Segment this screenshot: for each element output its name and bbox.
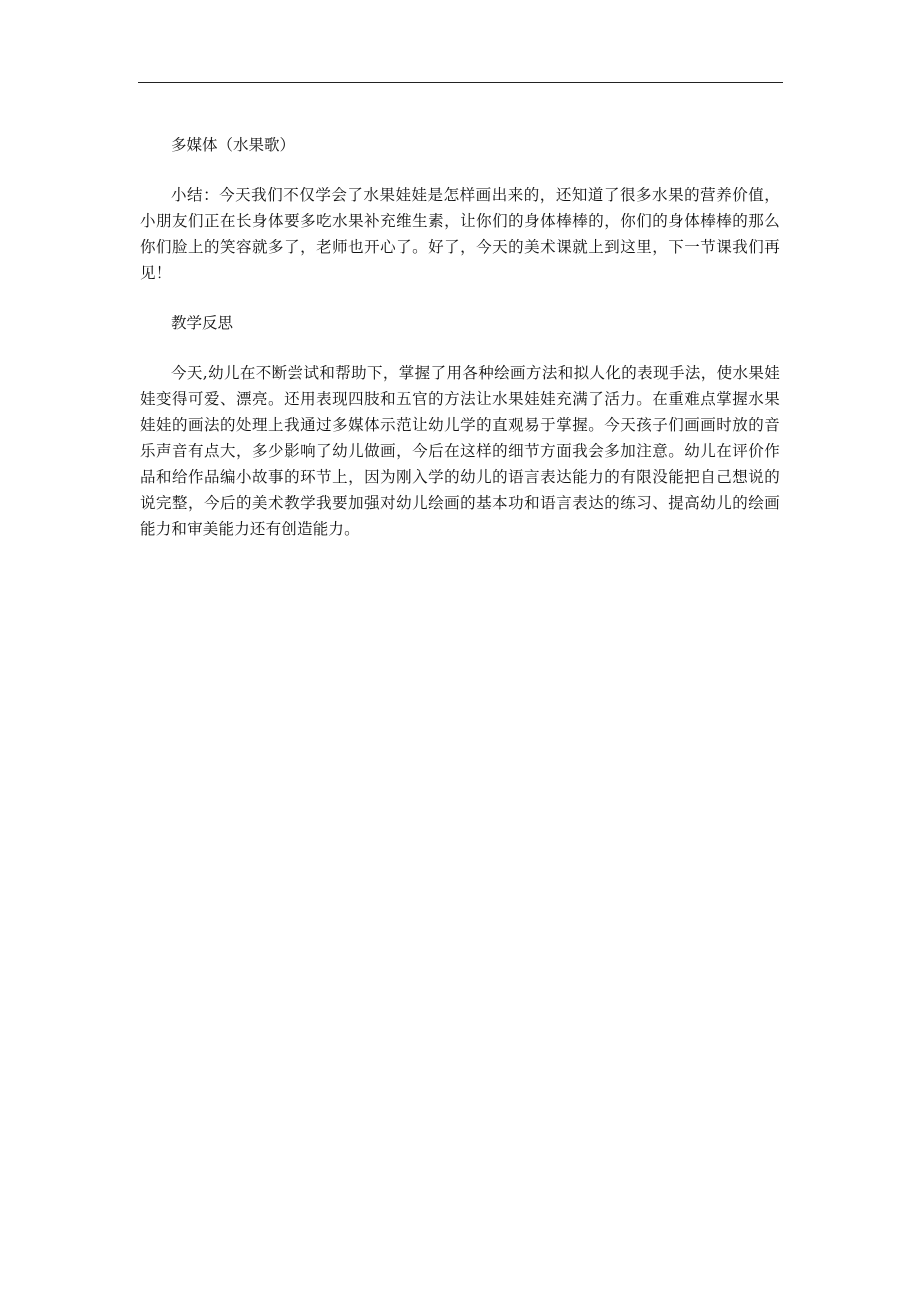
document-body — [140, 132, 780, 542]
reflection-heading: 教学反思 — [171, 314, 234, 332]
multimedia-heading: 多媒体（水果歌） — [171, 136, 296, 154]
reflection-paragraph: 今天,幼儿在不断尝试和帮助下，掌握了用各种绘画方法和拟人化的表现手法，使水果娃娃变得可爱、漂亮。还用表现四肢和五官的方法让水果娃娃充满了活力。在重难点掌握水果娃娃的画法的处理上我通过多媒体示范让幼儿学的直观易于掌握。今天孩子们画画时放的音乐声音有点大，多少影响了幼儿做画，今后在这样的细节方面我会多加注意。幼儿在评价作品和给作品编小故事的环节上，因为刚入学的幼儿的语言表达能力的有限没能把自己想说的说完整，今后的美术教学我要加强对幼儿绘画的基本功和语言表达的练习、提高幼儿的绘画能力和审美能力还有创造能力。 — [140, 364, 780, 538]
summary-paragraph: 小结：今天我们不仅学会了水果娃娃是怎样画出来的，还知道了很多水果的营养价值，小朋友们正在长身体要多吃水果补充维生素，让你们的身体棒棒的，你们的身体棒棒的那么你们脸上的笑容就多了，老师也开心了。好了，今天的美术课就上到这里，下一节课我们再见！ — [140, 186, 780, 282]
header-rule — [138, 82, 783, 83]
